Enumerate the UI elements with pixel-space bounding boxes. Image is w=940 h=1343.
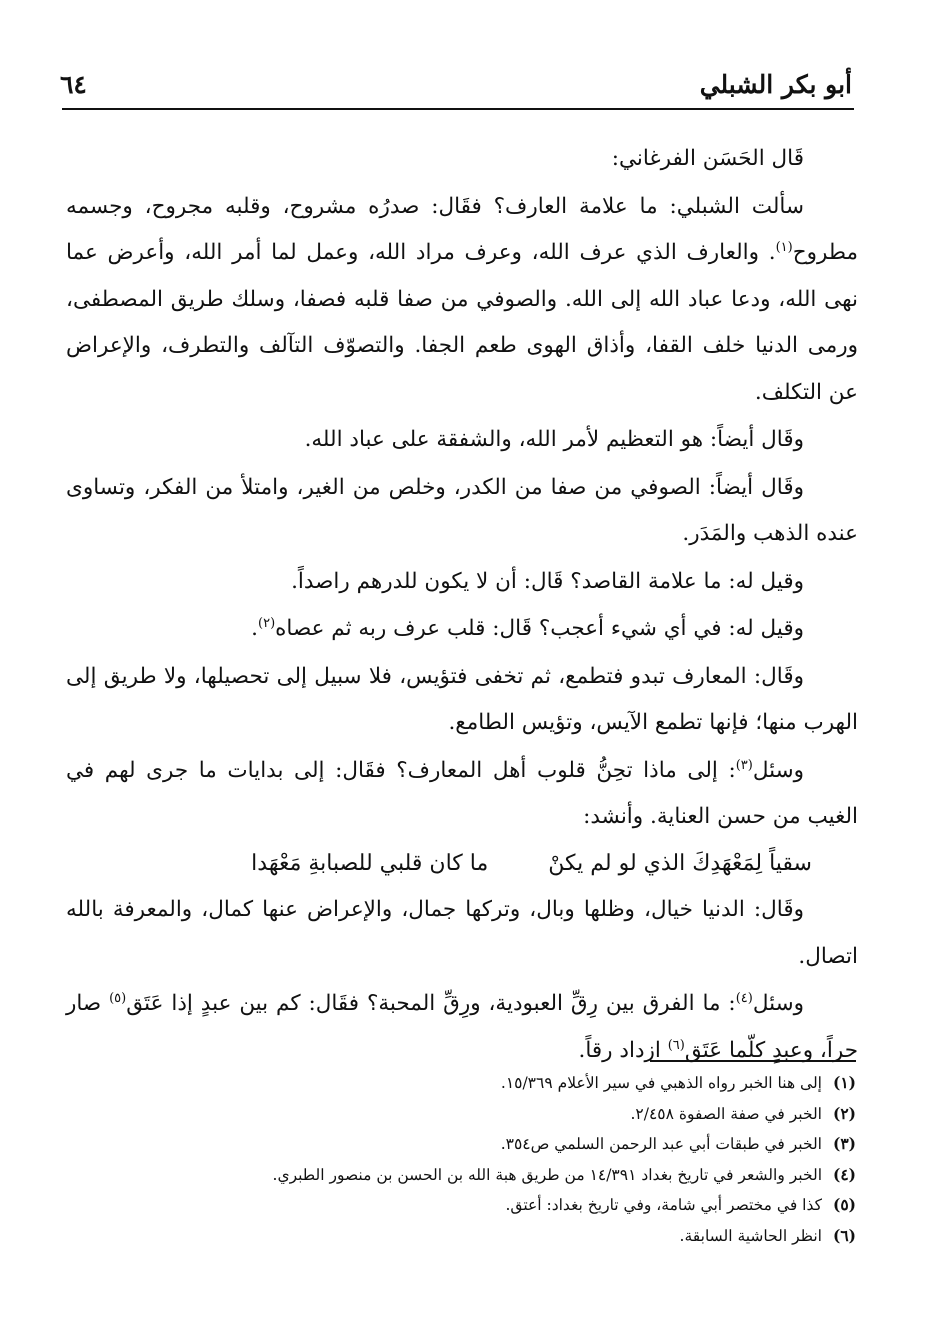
paragraph-text: وقَال أيضاً: هو التعظيم لأمر الله، والشفقة على عباد الله.	[304, 427, 804, 452]
paragraph	[66, 559, 858, 606]
verse-second-hemistich: ما كان قلبي للصبابةِ مَعْهَدا	[251, 850, 489, 876]
footnote-number: (٥)	[832, 1195, 856, 1214]
footnote-ref: (٤)	[735, 990, 753, 1006]
paragraph	[66, 748, 858, 841]
footnote-text: إلى هنا الخبر رواه الذهبي في سير الأعلام ١٥/٣٦٩.	[500, 1074, 822, 1092]
footnote-ref: (٢)	[258, 615, 276, 631]
paragraph-text: وقَال: المعارف تبدو فتطمع، ثم تخفى فتؤيس، فلا سبيل إلى تحصيلها، ولا طريق إلى الهرب منها؛ فإنها تطمع الآيس، وتؤيس الطامع.	[66, 663, 858, 735]
footnote-text: الخبر في طبقات أبي عبد الرحمن السلمي ص٣٥٤.	[500, 1135, 822, 1153]
footnote-number: (٢)	[832, 1103, 856, 1123]
paragraph	[66, 417, 858, 464]
footnote-number: (١)	[832, 1073, 856, 1092]
paragraph-text: وقَال: الدنيا خيال، وظلها وبال، وتركها جمال، والإعراض عنها كمال، والمعرفة بالله اتصال.	[66, 897, 858, 969]
footnote-text: كذا في مختصر أبي شامة، وفي تاريخ بغداد: أعتق.	[505, 1196, 822, 1214]
footnote-ref: (٣)	[735, 757, 753, 773]
running-title: أبو بكر الشبلي	[699, 70, 852, 99]
paragraph	[66, 465, 858, 558]
footnote-ref: (٦)	[667, 1037, 685, 1053]
paragraph	[66, 184, 858, 417]
paragraph	[66, 136, 858, 183]
paragraph-text: وسئل	[752, 757, 804, 783]
paragraph-text: . والعارف الذي عرف الله، وعرف مراد الله، وعمل لما أمر الله، وأعرض عما نهى الله، ودعا عباد الله إلى الله. والصوفي من صفا قلبه فصفا، وسلك طريق المصطفى، ورمى الدنيا خلف القفا، وأذاق الهوى طعم الجفا. والتصوّف التآلف والتطرف، والإعراض عن التكلف.	[66, 240, 858, 405]
verse-first-hemistich: سقياً لِمَعْهَدِكَ الذي لو لم يكنْ	[548, 850, 812, 876]
paragraph	[66, 887, 858, 980]
paragraph-text: وسئل	[752, 991, 804, 1016]
footnote-number: (٤)	[832, 1164, 856, 1184]
poem-verse	[66, 841, 858, 888]
paragraph	[66, 606, 858, 653]
footnote-number: (٣)	[832, 1134, 856, 1153]
footnote-text: الخبر في صفة الصفوة ٢/٤٥٨.	[630, 1104, 822, 1123]
footnote	[60, 1221, 856, 1252]
paragraph-text: قَال الحَسَن الفرغاني:	[611, 146, 804, 171]
paragraph-text: وقيل له: ما علامة القاصد؟ قَال: أن لا يكون للدرهم راصداً.	[291, 568, 804, 594]
footnote-ref: (١)	[775, 239, 793, 255]
footnote	[60, 1068, 856, 1099]
paragraph-text: .	[251, 616, 259, 641]
main-text	[66, 136, 858, 1074]
footnote	[60, 1190, 856, 1221]
footnotes	[60, 1068, 856, 1251]
running-header	[60, 64, 852, 104]
footnote	[60, 1160, 856, 1191]
page-number: ٦٤	[60, 70, 87, 99]
header-rule	[62, 108, 854, 110]
footnote	[60, 1099, 856, 1130]
paragraph-text: : إلى ماذا تحِنُّ قلوب أهل المعارف؟ فقَال: إلى بدايات ما جرى لهم في الغيب من حسن العناية. وأنشد:	[66, 757, 858, 829]
footnote-rule	[650, 1060, 856, 1062]
paragraph	[66, 654, 858, 747]
paragraph-text: ازداد رقاً.	[578, 1037, 668, 1063]
footnote-text: انظر الحاشية السابقة.	[679, 1226, 822, 1245]
footnote-number: (٦)	[832, 1225, 856, 1245]
footnote-text: الخبر والشعر في تاريخ بغداد ١٤/٣٩١ من طريق هبة الله بن الحسن بن منصور الطبري.	[272, 1165, 822, 1184]
paragraph-text: وقيل له: في أي شيء أعجب؟ قَال: قلب عرف ربه ثم عصاه	[275, 616, 804, 641]
paragraph-text: سألت الشبلي: ما علامة العارف؟ فقَال: صدرُه مشروح، وقلبه مجروح، وجسمه مطروح	[66, 193, 858, 265]
paragraph-text: وقَال أيضاً: الصوفي من صفا من الكدر، وخلص من الغير، وامتلأ من الفكر، وتساوى عنده الذهب والمَدَر.	[66, 474, 858, 546]
footnote-ref: (٥)	[109, 990, 127, 1006]
footnote	[60, 1129, 856, 1160]
paragraph-text: : ما الفرق بين رِقِّ العبودية، ورِقِّ المحبة؟ فقَال: كم بين عبدٍ إذا عَتَق	[126, 991, 736, 1016]
paragraph-text: صار حراً، وعبدٍ كلّما عَتَق	[66, 991, 858, 1063]
